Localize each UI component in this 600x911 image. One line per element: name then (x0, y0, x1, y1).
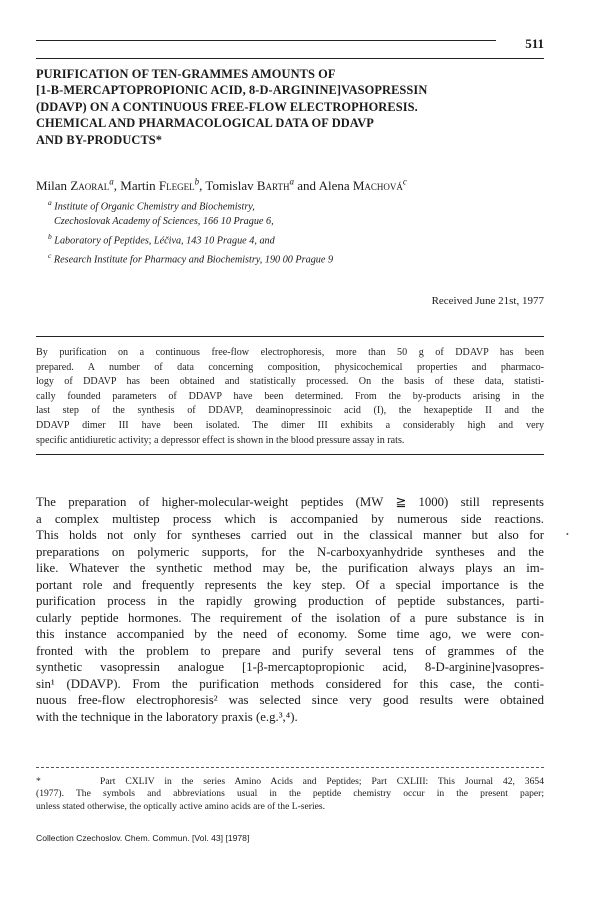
footnote (36, 776, 544, 813)
abstract-line: prepared. A number of data concerning composition, physicochemical properties and pharmaco- (36, 361, 544, 373)
footnote-line: (1977). The symbols and abbreviations usual in the peptide chemistry occur in the present paper; (36, 788, 544, 800)
affiliation-line: $^a$ Institute of Organic Chemistry and Biochemistry, (48, 198, 255, 213)
body-line: portant role and frequently represents the key step. Of a special importance is the (36, 577, 544, 592)
author: Martin Flegel$^b$, (120, 177, 206, 194)
abstract-top-rule (36, 336, 544, 337)
abstract (36, 346, 544, 448)
body-line: with the technique in the laboratory praxis (e.g.³,⁴). (36, 709, 298, 724)
abstract-line: By purification on a continuous free-flow electrophoresis, more than 50 g of DDAVP has been (36, 347, 544, 358)
abstract-line: cally founded parameters of DDAVP have been determined. From the by-products arising in the (36, 390, 544, 402)
body-line: The preparation of higher-molecular-weight peptides (MW ≧ 1000) still represents (36, 495, 544, 509)
footnote-rule (36, 767, 544, 768)
body-line: like. Whatever the synthetic method may be, the purification always plays an im- (36, 561, 544, 575)
affiliation-line: $^c$ Research Institute for Pharmacy and Biochemistry, 190 00 Prague 9 (48, 250, 334, 265)
body-line: nuous free-flow electrophoresis² was selected since very good results were obtained (36, 693, 544, 707)
body-line: a complex multistep process which is accompanied by numerous side reactions. (36, 511, 544, 526)
body-line: this instance accompanied by the need of economy. Some time ago, we were con- (36, 627, 544, 641)
body-line: sin¹ (DDAVP). From the purification methods considered for this case, the conti- (36, 676, 544, 691)
margin-mark: • (566, 530, 569, 539)
abstract-line: logy of DDAVP has been obtained and statistically processed. On the basis of these data, statisti- (36, 376, 544, 388)
abstract-line: last step of the synthesis of DDAVP, deaminopressinoic acid (I), the hexapeptide II and the (36, 405, 544, 417)
footnote-line: unless stated otherwise, the optically active amino acids are of the L-series. (36, 800, 326, 812)
affiliation-line: Czechoslovak Academy of Sciences, 166 10 Prague 6, (54, 215, 274, 227)
body-line: purification process in the rapidly growing production of peptide substances, parti- (36, 594, 544, 608)
author: Milan Zaoral$^a$, (36, 177, 121, 194)
affiliations (48, 196, 333, 268)
body-line: fronted with the problem to prepare and purify several tens of grammes of the (36, 643, 544, 658)
title-line: (DDAVP) ON A CONTINUOUS FREE-FLOW ELECTROPHORESIS. (36, 99, 418, 114)
title-line: AND BY-PRODUCTS* (36, 132, 163, 147)
article-title (36, 66, 556, 148)
body-line: This holds not only for syntheses carried out in the classical manner but also for (36, 528, 544, 542)
title-line: [1-Β-MERCAPTOPROPIONIC ACID, 8-D-ARGININE]VASOPRESSIN (36, 83, 428, 98)
header-rule-lower (36, 58, 544, 59)
author: Tomislav Barth$^a$ and (205, 177, 319, 194)
title-line: PURIFICATION OF TEN-GRAMMES AMOUNTS OF (36, 67, 336, 81)
footnote-line: * Part CXLIV in the series Amino Acids and Peptides; Part CXLIII: This Journal 42, 3654 (36, 776, 544, 787)
body-line: synthetic vasopressin analogue [1-β-mercaptopropionic acid, 8-D-arginine]vasopres- (36, 660, 544, 674)
abstract-line: specific antidiuretic activity; a depressor effect is shown in the blood pressure assay in rats. (36, 434, 405, 446)
abstract-line: DDAVP dimer III have been isolated. The dimer III exhibits a considerably high and very (36, 419, 544, 431)
author: Alena Machová$^c$ (318, 177, 407, 194)
body-line: preparations on polymeric supports, for the N-carboxyanhydride syntheses and the (36, 544, 544, 559)
affiliation-line: $^b$ Laboratory of Peptides, Léčiva, 143 10 Prague 4, and (48, 231, 275, 246)
header-rule (36, 40, 496, 41)
abstract-bottom-rule (36, 454, 544, 455)
body-line: cularly peptide hormones. The requirement of the isolation of a pure substance is in (36, 610, 544, 625)
title-line: CHEMICAL AND PHARMACOLOGICAL DATA OF DDAVP (36, 116, 374, 131)
received-date: Received June 21st, 1977 (431, 295, 544, 307)
body-paragraph (36, 494, 544, 725)
journal-citation: Collection Czechoslov. Chem. Commun. [Vol. 43] [1978] (36, 833, 250, 843)
author-list (36, 177, 407, 194)
page-number: 511 (525, 36, 544, 51)
